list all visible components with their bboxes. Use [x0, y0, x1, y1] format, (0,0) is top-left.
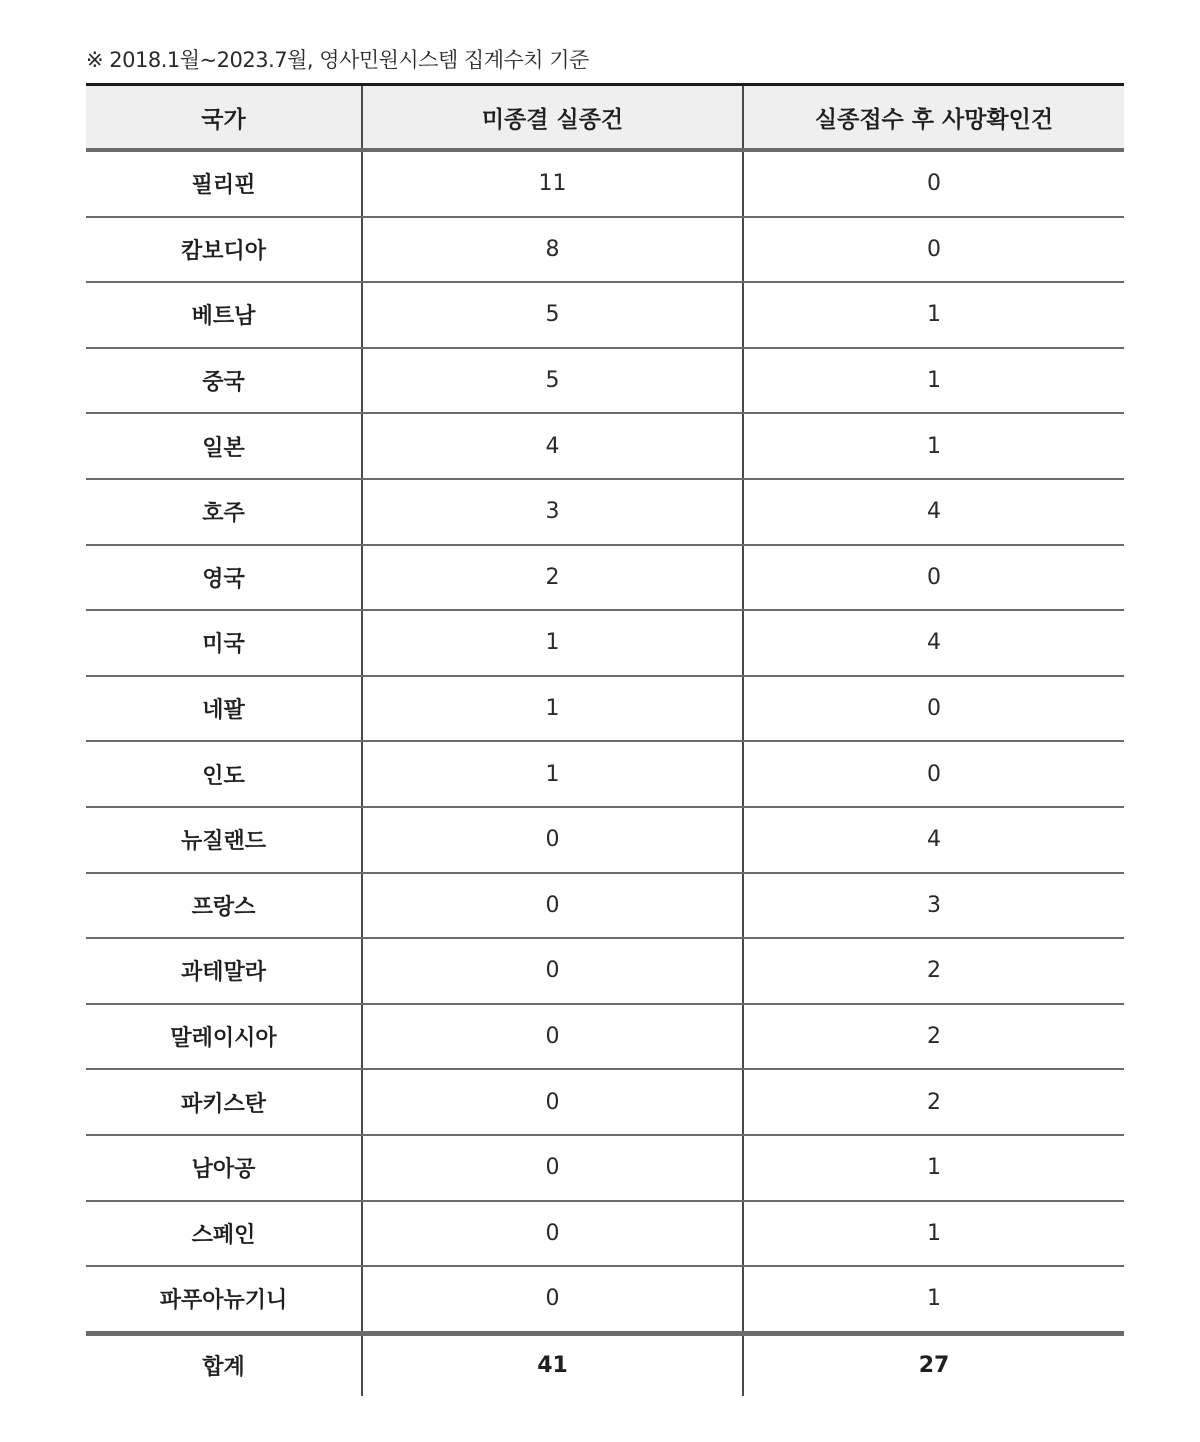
cell-deaths: 0	[743, 741, 1124, 807]
cell-country: 남아공	[86, 1135, 362, 1201]
cell-unresolved: 2	[362, 545, 743, 611]
cell-unresolved: 1	[362, 741, 743, 807]
cell-deaths: 1	[743, 1266, 1124, 1333]
cell-deaths: 2	[743, 1069, 1124, 1135]
cell-unresolved: 1	[362, 610, 743, 676]
cell-deaths: 1	[743, 348, 1124, 414]
table-row	[86, 545, 1124, 611]
table-row	[86, 413, 1124, 479]
table-row	[86, 1201, 1124, 1267]
cell-unresolved: 0	[362, 873, 743, 939]
table-row	[86, 807, 1124, 873]
cell-country: 중국	[86, 348, 362, 414]
table-row	[86, 610, 1124, 676]
cell-country: 호주	[86, 479, 362, 545]
cell-country: 파푸아뉴기니	[86, 1266, 362, 1333]
cell-country: 일본	[86, 413, 362, 479]
cell-unresolved: 0	[362, 1004, 743, 1070]
cell-unresolved: 0	[362, 807, 743, 873]
table-row	[86, 479, 1124, 545]
cell-deaths: 4	[743, 479, 1124, 545]
cell-country: 스페인	[86, 1201, 362, 1267]
table-row	[86, 676, 1124, 742]
cell-country: 캄보디아	[86, 217, 362, 283]
table-body	[86, 150, 1124, 1333]
cell-unresolved: 1	[362, 676, 743, 742]
cell-deaths: 1	[743, 1201, 1124, 1267]
cell-country: 영국	[86, 545, 362, 611]
cell-deaths: 2	[743, 938, 1124, 1004]
cell-country: 말레이시아	[86, 1004, 362, 1070]
cell-unresolved: 0	[362, 1069, 743, 1135]
table-row	[86, 150, 1124, 217]
total-unresolved: 41	[362, 1333, 743, 1396]
cell-unresolved: 5	[362, 348, 743, 414]
cell-country: 프랑스	[86, 873, 362, 939]
table-row	[86, 873, 1124, 939]
cell-unresolved: 0	[362, 1135, 743, 1201]
table-row	[86, 741, 1124, 807]
cell-unresolved: 3	[362, 479, 743, 545]
table-row	[86, 348, 1124, 414]
cell-deaths: 2	[743, 1004, 1124, 1070]
cell-country: 뉴질랜드	[86, 807, 362, 873]
cell-unresolved: 0	[362, 1266, 743, 1333]
cell-deaths: 0	[743, 150, 1124, 217]
cell-country: 필리핀	[86, 150, 362, 217]
total-label: 합계	[86, 1333, 362, 1396]
header-country: 국가	[86, 85, 362, 151]
cell-unresolved: 4	[362, 413, 743, 479]
cell-country: 네팔	[86, 676, 362, 742]
total-row	[86, 1333, 1124, 1396]
table-row	[86, 1266, 1124, 1333]
table-header	[86, 85, 1124, 151]
cell-unresolved: 0	[362, 938, 743, 1004]
table-row	[86, 1135, 1124, 1201]
missing-persons-table	[86, 83, 1124, 1396]
cell-deaths: 1	[743, 282, 1124, 348]
cell-deaths: 0	[743, 545, 1124, 611]
header-row	[86, 85, 1124, 151]
cell-country: 미국	[86, 610, 362, 676]
cell-deaths: 4	[743, 610, 1124, 676]
cell-deaths: 0	[743, 676, 1124, 742]
cell-country: 인도	[86, 741, 362, 807]
header-deaths: 실종접수 후 사망확인건	[743, 85, 1124, 151]
table-footer	[86, 1333, 1124, 1396]
cell-country: 베트남	[86, 282, 362, 348]
cell-country: 파키스탄	[86, 1069, 362, 1135]
cell-deaths: 0	[743, 217, 1124, 283]
cell-deaths: 1	[743, 413, 1124, 479]
table-row	[86, 1004, 1124, 1070]
cell-unresolved: 11	[362, 150, 743, 217]
table-row	[86, 938, 1124, 1004]
cell-deaths: 3	[743, 873, 1124, 939]
table-row	[86, 282, 1124, 348]
cell-deaths: 1	[743, 1135, 1124, 1201]
cell-deaths: 4	[743, 807, 1124, 873]
cell-unresolved: 5	[362, 282, 743, 348]
cell-unresolved: 8	[362, 217, 743, 283]
source-note: ※ 2018.1월~2023.7월, 영사민원시스템 집계수치 기준	[86, 48, 589, 72]
table-row	[86, 1069, 1124, 1135]
table-row	[86, 217, 1124, 283]
total-deaths: 27	[743, 1333, 1124, 1396]
header-unresolved: 미종결 실종건	[362, 85, 743, 151]
cell-country: 과테말라	[86, 938, 362, 1004]
cell-unresolved: 0	[362, 1201, 743, 1267]
